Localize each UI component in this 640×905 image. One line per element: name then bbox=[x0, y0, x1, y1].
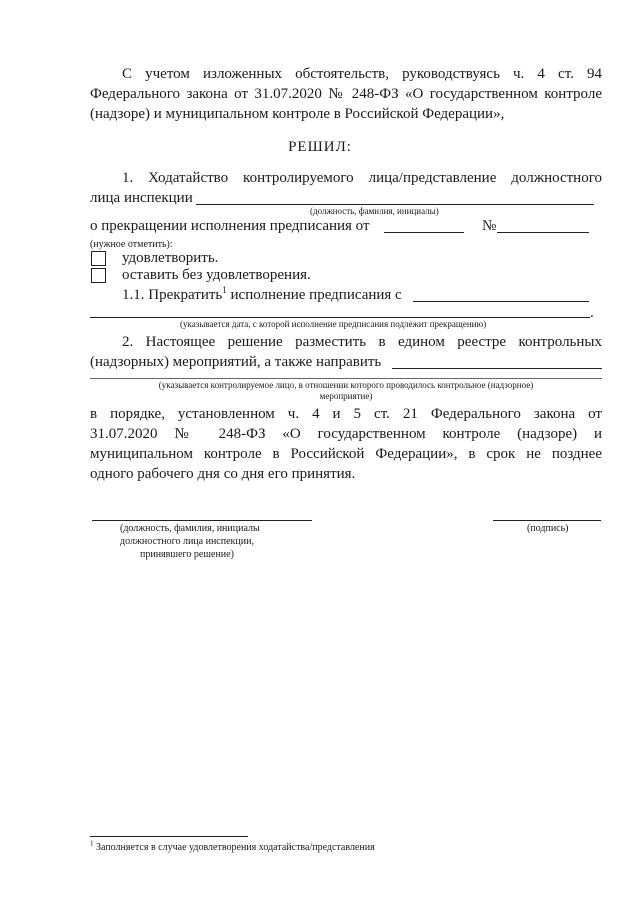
official-caption: (должность, фамилия, инициалы) bbox=[310, 206, 439, 216]
signatory-caption-2: должностного лица инспекции, bbox=[120, 536, 254, 547]
signatory-caption-3: принявшего решение) bbox=[140, 549, 234, 560]
stop-date-caption: (указывается дата, с которой исполнение предписания подлежит прекращению) bbox=[180, 319, 487, 329]
number-sign: № bbox=[482, 218, 497, 234]
footnote-ref: 1 bbox=[222, 285, 227, 295]
footnote bbox=[90, 839, 375, 854]
option-reject-label: оставить без удовлетворения. bbox=[122, 267, 311, 283]
stop-date-blank-line[interactable] bbox=[413, 301, 589, 302]
recipient-caption-1: (указывается контролируемое лицо, в отношении которого проводилось контрольное (надзорное) bbox=[158, 380, 534, 390]
number-blank-line[interactable] bbox=[497, 232, 589, 233]
decision-heading: РЕШИЛ: bbox=[288, 139, 352, 155]
item1-line-1: 1. Ходатайство контролируемого лица/представление должностного bbox=[122, 170, 602, 186]
footnote-text: Заполняется в случае удовлетворения ходатайства/представления bbox=[96, 842, 375, 853]
intro-line-2: Федерального закона от 31.07.2020 № 248-ФЗ «О государственном контроле bbox=[90, 86, 602, 102]
item1-line-3-prefix: о прекращении исполнения предписания от bbox=[90, 218, 370, 234]
recipient-blank-line[interactable] bbox=[392, 368, 602, 369]
checkbox-satisfy[interactable] bbox=[91, 251, 106, 266]
item2-line-3: в порядке, установленном ч. 4 и 5 ст. 21 Федерального закона от bbox=[90, 406, 602, 422]
intro-line-3: (надзоре) и муниципальном контроле в Российской Федерации», bbox=[90, 106, 505, 122]
signatory-caption-1: (должность, фамилия, инициалы bbox=[120, 523, 260, 534]
note-mark: (нужное отметить): bbox=[90, 239, 173, 250]
signatory-blank-line[interactable] bbox=[92, 520, 312, 521]
signature-caption: (подпись) bbox=[527, 523, 569, 534]
signature-blank-line[interactable] bbox=[493, 520, 601, 521]
item1-line-2-prefix: лица инспекции bbox=[90, 190, 193, 206]
item2-line-5: муниципальном контроле в Российской Федерации», в срок не позднее bbox=[90, 446, 602, 462]
item2-line-6: одного рабочего дня со дня его принятия. bbox=[90, 466, 356, 482]
footnote-separator bbox=[90, 836, 248, 837]
item2-line-2-prefix: (надзорных) мероприятий, а также направить bbox=[90, 354, 382, 370]
item2-line-4: 31.07.2020 № 248-ФЗ «О государственном контроле (надзоре) и bbox=[90, 426, 602, 442]
item1-1-end-dot: . bbox=[590, 305, 594, 321]
footnote-mark: 1 bbox=[90, 839, 94, 848]
stop-date-blank-line-2[interactable] bbox=[90, 317, 590, 318]
checkbox-reject[interactable] bbox=[91, 268, 106, 283]
official-blank-line[interactable] bbox=[196, 204, 594, 205]
option-satisfy-label: удовлетворить. bbox=[122, 250, 219, 266]
recipient-caption-2: мероприятие) bbox=[319, 391, 373, 401]
recipient-blank-line-2[interactable] bbox=[90, 378, 602, 379]
item2-line-1: 2. Настоящее решение разместить в едином реестре контрольных bbox=[122, 334, 602, 350]
intro-line-1: С учетом изложенных обстоятельств, руководствуясь ч. 4 ст. 94 bbox=[122, 66, 602, 82]
item1-1-line: 1.1. Прекратить$^1$ исполнение предписания с bbox=[122, 285, 402, 303]
date-blank-line[interactable] bbox=[384, 232, 464, 233]
